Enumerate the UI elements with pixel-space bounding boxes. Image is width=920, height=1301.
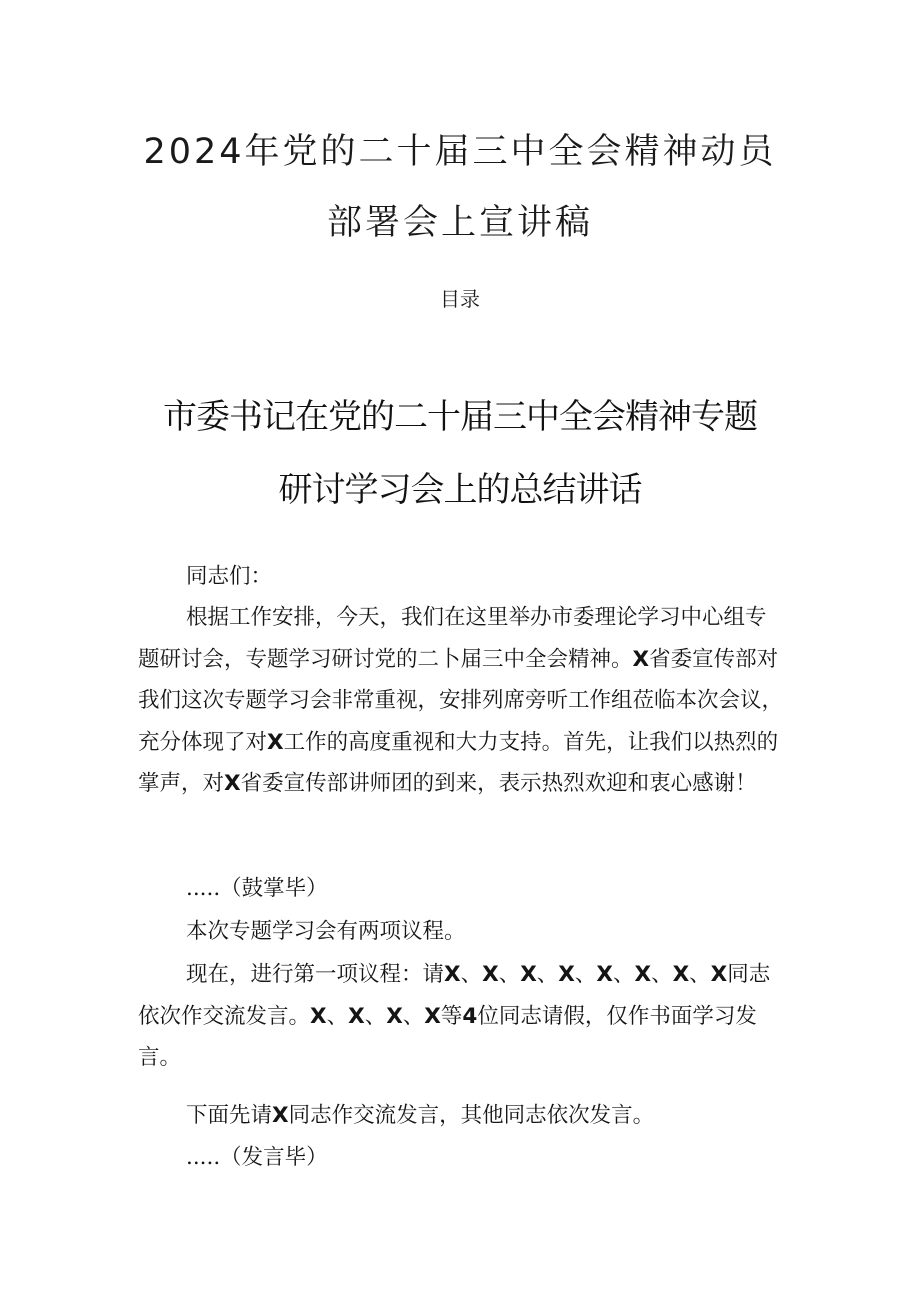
placeholder-mark: X	[520, 962, 537, 987]
placeholder-mark: X	[632, 646, 650, 672]
placeholder-mark: X	[444, 962, 461, 987]
placeholder-mark: X	[596, 962, 613, 987]
greeting-paragraph: 同志们：	[186, 564, 273, 589]
placeholder-mark: X	[386, 1003, 403, 1029]
placeholder-mark: X	[224, 771, 241, 797]
applause-note: .....（鼓掌毕）	[186, 876, 328, 901]
placeholder-mark: 4	[462, 1003, 478, 1029]
placeholder-mark: X	[348, 1003, 365, 1029]
placeholder-mark: X	[672, 962, 690, 987]
placeholder-mark: X	[424, 1003, 441, 1029]
next-speaker-paragraph: 下面先请X同志作交流发言，其他同志依次发言。	[186, 1103, 655, 1128]
document-title-line-2: 部署会上宣讲稿	[326, 203, 593, 243]
document-title-line-1: 2024年党的二十届三中全会精神动员	[143, 132, 777, 172]
placeholder-mark: X	[710, 962, 728, 987]
table-of-contents-label: 目录	[440, 287, 480, 311]
section-title-line-2: 研讨学习会上的总结讲话	[278, 470, 642, 510]
opening-paragraph: 根据工作安排，今天，我们在这里举办市委理论学习中心组专题研讨会，专题学习研讨党的二卜届三中全会精神。X省委宣传部对我们这次专题学习会非常重视，安排列席旁听工作组莅临本次会议，充分体现了对X工作的高度重视和大力支持。首先，让我们以热烈的掌声，对X省委宣传部讲师团的到来，表示热烈欢迎和衷心感谢！	[138, 605, 784, 797]
agenda-intro-paragraph: 本次专题学习会有两项议程。	[186, 919, 466, 944]
section-title-line-1: 市委书记在党的二十届三中全会精神专题	[163, 397, 757, 437]
placeholder-mark: X	[634, 962, 652, 987]
placeholder-mark: X	[558, 962, 575, 987]
placeholder-mark: X	[267, 729, 284, 755]
placeholder-mark: X	[482, 962, 499, 987]
placeholder-mark: X	[310, 1003, 327, 1029]
speech-end-note: .....（发言毕）	[186, 1145, 328, 1170]
placeholder-mark: X	[272, 1103, 289, 1128]
first-agenda-item-paragraph: 现在，进行第一项议程：请X、X、X、X、X、X、X、X同志依次作交流发言。X、X、X、X等4位同志请假，仅作书面学习发言。	[138, 962, 771, 1071]
